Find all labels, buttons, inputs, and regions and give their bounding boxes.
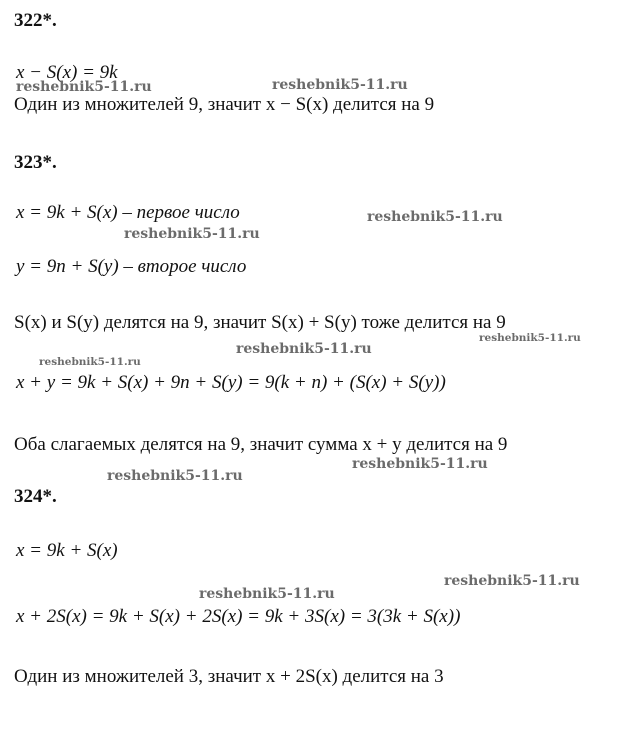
watermark: reshebnik5-11.ru [16,79,152,95]
watermark: reshebnik5-11.ru [272,77,408,93]
problem-323-first-number: x = 9k + S(x) – первое число [16,202,240,223]
problem-324-number: 324*. [14,486,57,507]
problem-322-number: 322*. [14,10,57,31]
problem-324-conclusion: Один из множителей 3, значит x + 2S(x) делится на 3 [14,666,444,687]
watermark: reshebnik5-11.ru [107,468,243,484]
watermark: reshebnik5-11.ru [444,573,580,589]
watermark: reshebnik5-11.ru [479,332,581,344]
watermark: reshebnik5-11.ru [236,341,372,357]
watermark: reshebnik5-11.ru [367,209,503,225]
problem-323-divisibility-note: S(x) и S(y) делятся на 9, значит S(x) + S(y) тоже делится на 9 [14,312,506,333]
problem-323-sum-equation: x + y = 9k + S(x) + 9n + S(y) = 9(k + n) + (S(x) + S(y)) [16,372,446,393]
watermark: reshebnik5-11.ru [39,356,141,368]
problem-324-equation: x = 9k + S(x) [16,540,118,561]
problem-324-sum-equation: x + 2S(x) = 9k + S(x) + 2S(x) = 9k + 3S(x) = 3(3k + S(x)) [16,606,461,627]
problem-323-conclusion: Оба слагаемых делятся на 9, значит сумма x + y делится на 9 [14,434,508,455]
problem-322-conclusion: Один из множителей 9, значит x − S(x) делится на 9 [14,94,435,115]
watermark: reshebnik5-11.ru [352,456,488,472]
watermark: reshebnik5-11.ru [199,586,335,602]
problem-322-equation: x − S(x) = 9k [16,62,118,83]
watermark: reshebnik5-11.ru [124,226,260,242]
problem-323-number: 323*. [14,152,57,173]
problem-323-second-number: y = 9n + S(y) – второе число [16,256,247,277]
